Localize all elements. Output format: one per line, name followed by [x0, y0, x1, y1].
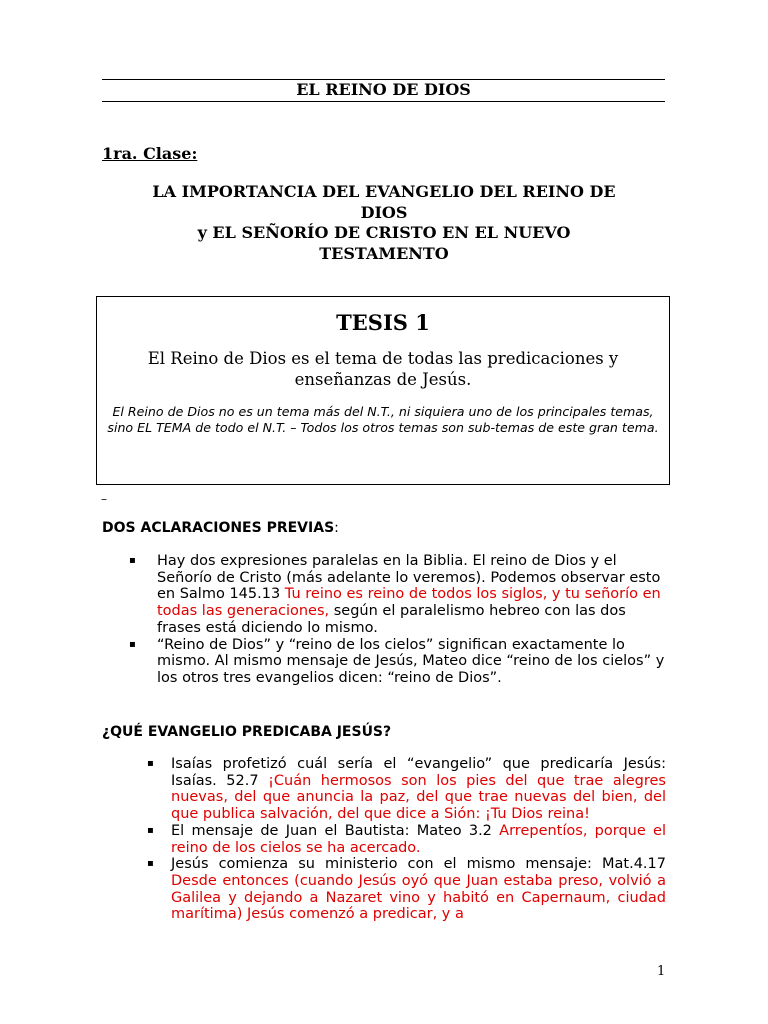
scripture-quote: Tu reino es reino de todos los siglos, y tu señorío en todas las generaciones,	[157, 586, 661, 620]
square-bullet-icon: ▪	[147, 858, 154, 870]
gospel-list	[147, 756, 666, 923]
page-number: 1	[657, 964, 666, 979]
square-bullet-icon: ▪	[147, 824, 154, 836]
thesis-note-line: sino EL TEMA de todo el N.T. – Todos los otros temas son sub-temas de este gran tema.	[107, 419, 659, 435]
list-item	[129, 636, 665, 687]
scripture-quote: Desde entonces (cuando Jesús oyó que Juan estaba preso, volvió a Galilea y dejando a Nazaret vino y habitó en Capernaum, ciudad marítima) Jesús comenzó a predicar, y a	[171, 872, 666, 923]
thesis-statement: El Reino de Dios es el tema de todas las predicaciones y enseñanzas de Jesús.	[147, 349, 619, 389]
clarifications-list	[129, 553, 665, 687]
class-label: 1ra. Clase:	[102, 144, 198, 163]
list-item	[147, 856, 666, 923]
square-bullet-icon: ▪	[129, 638, 136, 650]
thesis-note-line: El Reino de Dios no es un tema más del N.T., ni siquiera uno de los principales temas,	[112, 404, 654, 419]
square-bullet-icon: ▪	[129, 555, 136, 566]
subtitle-line: y EL SEÑORÍO DE CRISTO EN EL NUEVO	[197, 223, 571, 242]
section-heading-text: DOS ACLARACIONES PREVIAS	[102, 520, 335, 536]
list-item	[147, 822, 666, 856]
list-item-text: El mensaje de Juan el Bautista: Mateo 3.2	[171, 822, 500, 839]
subtitle-line: TESTAMENTO	[319, 243, 449, 263]
section-heading-colon: :	[334, 520, 339, 536]
title-rule-bottom	[102, 101, 665, 102]
list-item-text: Isaías profetizó cuál sería el “evangelio” que predicaría Jesús: Isaías. 52.7	[171, 756, 666, 789]
scripture-quote: ¡Cuán hermosos son los pies del que trae alegres nuevas, del que anuncia la paz, del que trae nuevas del bien, del que publica salvación, del que dice a Sión: ¡Tu Dios reina!	[171, 772, 666, 823]
lesson-subtitle	[110, 182, 658, 264]
subtitle-line: DIOS	[360, 202, 408, 222]
subtitle-line: LA IMPORTANCIA DEL EVANGELIO DEL REINO DE	[152, 182, 616, 201]
list-item-text: “Reino de Dios” y “reino de los cielos” significan exactamente lo mismo. Al mismo mensaje de Jesús, Mateo dice “reino de los cielos” y los otros tres evangelios dicen: “reino de Dios”.	[157, 636, 665, 686]
list-item-text: según el paralelismo hebreo con las dos frases está diciendo lo mismo.	[157, 603, 626, 636]
list-item	[147, 756, 666, 823]
section-heading-gospel: ¿QUÉ EVANGELIO PREDICABA JESÚS?	[102, 724, 392, 740]
thesis-note	[107, 404, 659, 435]
square-bullet-icon: ▪	[147, 758, 154, 769]
list-item-text: Jesús comienza su ministerio con el mismo mensaje: Mat.4.17	[171, 856, 666, 873]
section-heading-clarifications	[102, 519, 339, 537]
list-item	[129, 553, 665, 637]
scripture-quote: Arrepentíos, porque el reino de los cielos se ha acercado.	[171, 822, 666, 856]
separator-dash: –	[101, 492, 107, 506]
list-item-text: Hay dos expresiones paralelas en la Biblia. El reino de Dios y el Señorío de Cristo (más adelante lo veremos). Podemos observar esto en Salmo 145.13	[157, 553, 661, 603]
thesis-box	[96, 296, 670, 485]
document-title: EL REINO DE DIOS	[296, 80, 471, 99]
thesis-title: TESIS 1	[336, 310, 430, 335]
